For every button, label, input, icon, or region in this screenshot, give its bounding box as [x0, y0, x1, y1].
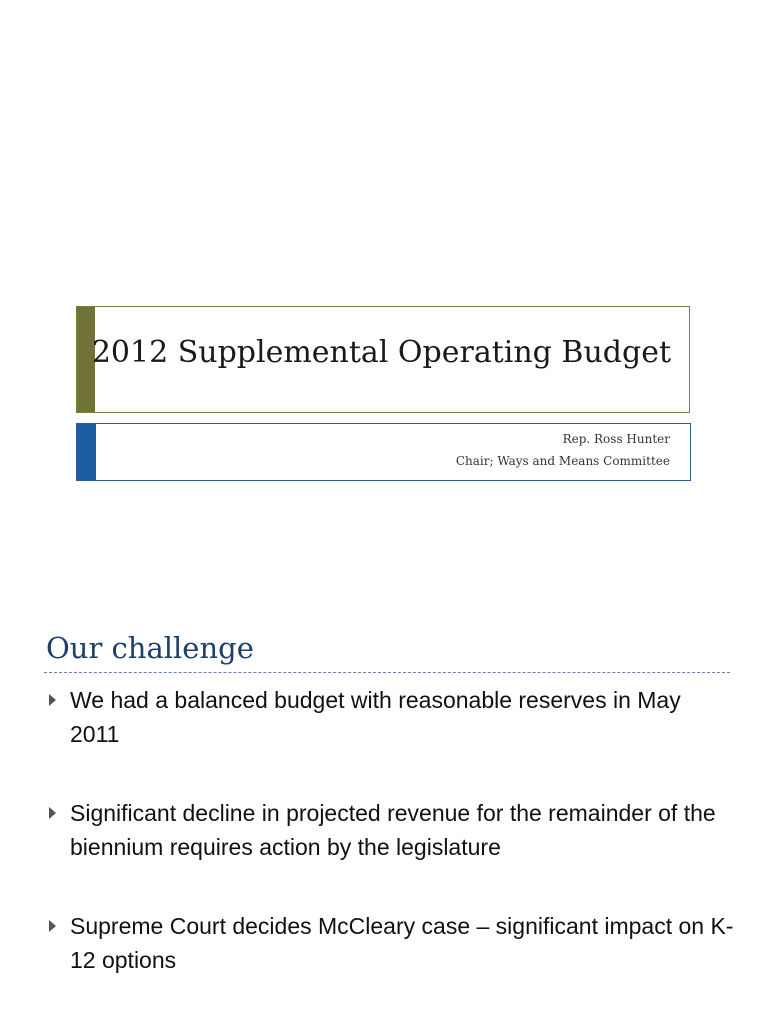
- bullet-item: [44, 909, 734, 977]
- heading-divider: [44, 672, 730, 673]
- subtitle-accent-bar: [77, 424, 96, 480]
- presenter-name: Rep. Ross Hunter: [562, 432, 670, 446]
- subtitle-box: [76, 423, 691, 481]
- title-box: [76, 306, 690, 413]
- bullet-text: Significant decline in projected revenue for the remainder of the biennium requires action by the legislature: [70, 800, 716, 860]
- triangle-right-icon: [49, 920, 56, 932]
- triangle-right-icon: [49, 807, 56, 819]
- triangle-right-icon: [49, 694, 56, 706]
- bullet-item: [44, 796, 734, 864]
- bullet-list: [44, 683, 734, 1022]
- bullet-item: [44, 683, 734, 751]
- slide-heading: Our challenge: [46, 631, 254, 665]
- presenter-role: Chair; Ways and Means Committee: [455, 454, 670, 468]
- slide-title: 2012 Supplemental Operating Budget: [91, 335, 671, 370]
- bullet-text: Supreme Court decides McCleary case – significant impact on K-12 options: [70, 913, 734, 973]
- content-slide: [0, 585, 768, 1024]
- bullet-text: We had a balanced budget with reasonable reserves in May 2011: [70, 687, 681, 747]
